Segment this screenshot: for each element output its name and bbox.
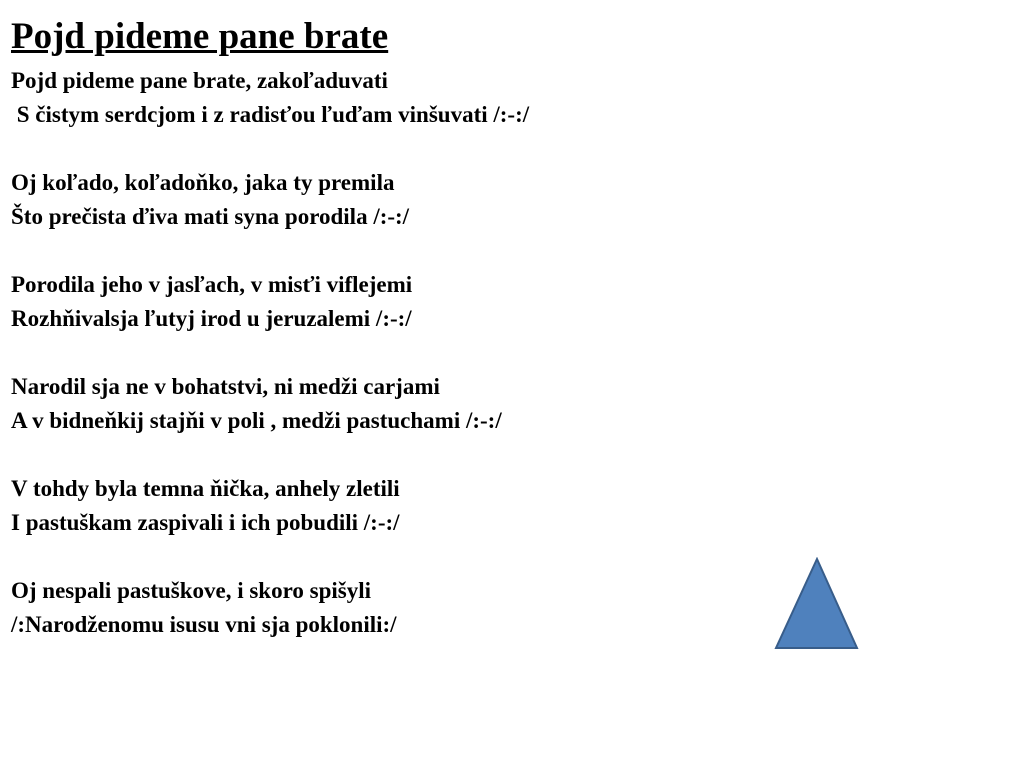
stanza-5 xyxy=(11,472,529,540)
stanza-6 xyxy=(11,574,529,642)
lyric-line: /:Narodženomu isusu vni sja poklonili:/ xyxy=(11,612,397,637)
stanza-gap xyxy=(11,540,529,574)
stanza-4 xyxy=(11,370,529,438)
lyric-line: Pojd pideme pane brate, zakoľaduvati xyxy=(11,68,388,93)
lyrics-body xyxy=(11,64,529,642)
lyric-line: A v bidneňkij stajňi v poli , medži pastuchami /:-:/ xyxy=(11,408,502,433)
stanza-3 xyxy=(11,268,529,336)
lyric-line: Što prečista ďiva mati syna porodila /:-:/ xyxy=(11,204,410,229)
lyric-line: Narodil sja ne v bohatstvi, ni medži carjami xyxy=(11,374,440,399)
triangle-polygon xyxy=(776,559,857,648)
stanza-gap xyxy=(11,438,529,472)
slide-title: Pojd pideme pane brate xyxy=(11,16,389,57)
stanza-1 xyxy=(11,64,529,132)
triangle-shape xyxy=(773,557,859,651)
lyric-line: Porodila jeho v jasľach, v misťi viflejemi xyxy=(11,272,413,297)
lyric-line: S čistym serdcjom i z radisťou ľuďam vinšuvati /:-:/ xyxy=(11,102,530,127)
stanza-gap xyxy=(11,132,529,166)
lyric-line: Oj koľado, koľadoňko, jaka ty premila xyxy=(11,170,395,195)
stanza-gap xyxy=(11,234,529,268)
lyric-line: Oj nespali pastuškove, i skoro spišyli xyxy=(11,578,372,603)
lyric-line: Rozhňivalsja ľutyj irod u jeruzalemi /:-:/ xyxy=(11,306,412,331)
stanza-gap xyxy=(11,336,529,370)
stanza-2 xyxy=(11,166,529,234)
lyric-line: I pastuškam zaspivali i ich pobudili /:-:/ xyxy=(11,510,400,535)
lyric-line: V tohdy byla temna ňička, anhely zletili xyxy=(11,476,400,501)
